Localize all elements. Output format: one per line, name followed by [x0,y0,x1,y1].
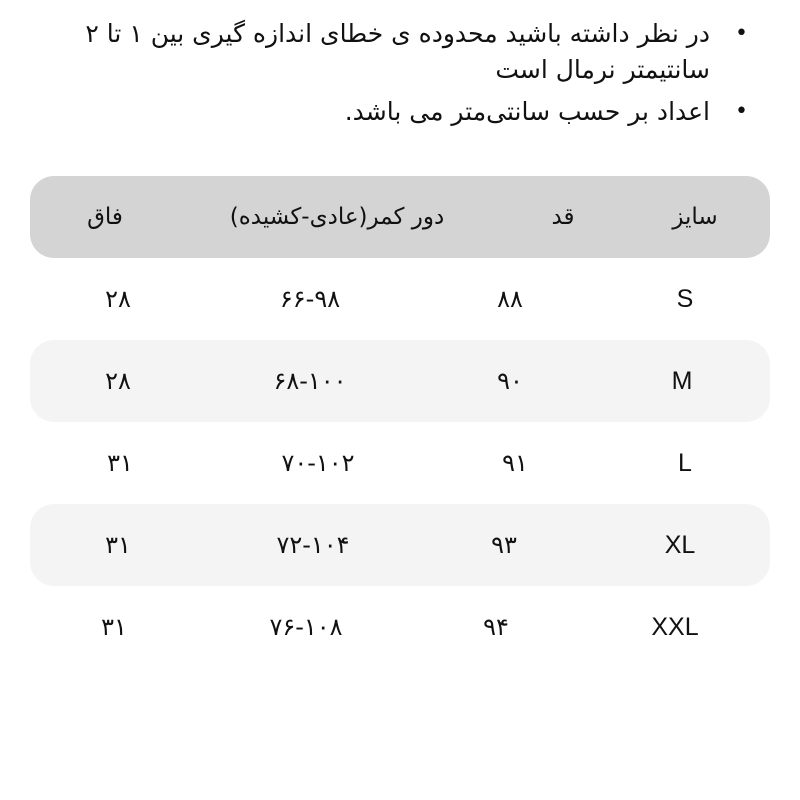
size-cell: L [678,449,692,477]
header-rise: فاق [87,204,123,230]
size-cell: XL [664,531,696,559]
size-cell: XXL [651,613,699,641]
rise-cell: ۲۸ [105,285,131,313]
note-text: در نظر داشته باشید محدوده ی خطای اندازه گیری بین ۱ تا ۲ سانتیمتر نرمال است [85,19,710,84]
table-row [30,258,770,340]
note-measurement-error [40,16,750,88]
height-cell: ۸۸ [497,285,523,313]
table-row [30,586,770,668]
notes-list [40,16,750,136]
table-header-row [30,176,770,258]
rise-cell: ۳۱ [105,531,131,559]
header-height: قد [551,204,575,230]
height-cell: ۹۳ [491,531,517,559]
rise-cell: ۳۱ [107,449,133,477]
waist-cell: ۷۶-۱۰۸ [269,613,343,641]
rise-cell: ۳۱ [101,613,127,641]
note-units [40,94,750,130]
bullet-icon: • [735,21,748,46]
table-row [30,422,770,504]
height-cell: ۹۴ [483,613,509,641]
waist-cell: ۶۸-۱۰۰ [273,367,347,395]
table-row [30,340,770,422]
size-cell: M [671,367,693,395]
waist-cell: ۷۲-۱۰۴ [276,531,350,559]
size-table [30,176,770,668]
header-waist: دور کمر(عادی-کشیده) [229,204,445,230]
header-size: سایز [672,204,718,230]
table-row [30,504,770,586]
height-cell: ۹۱ [502,449,528,477]
note-text: اعداد بر حسب سانتی‌متر می باشد. [344,97,710,126]
waist-cell: ۷۰-۱۰۲ [281,449,355,477]
size-cell: S [676,285,694,313]
bullet-icon: • [735,99,748,124]
waist-cell: ۶۶-۹۸ [279,285,341,313]
height-cell: ۹۰ [497,367,523,395]
rise-cell: ۲۸ [105,367,131,395]
